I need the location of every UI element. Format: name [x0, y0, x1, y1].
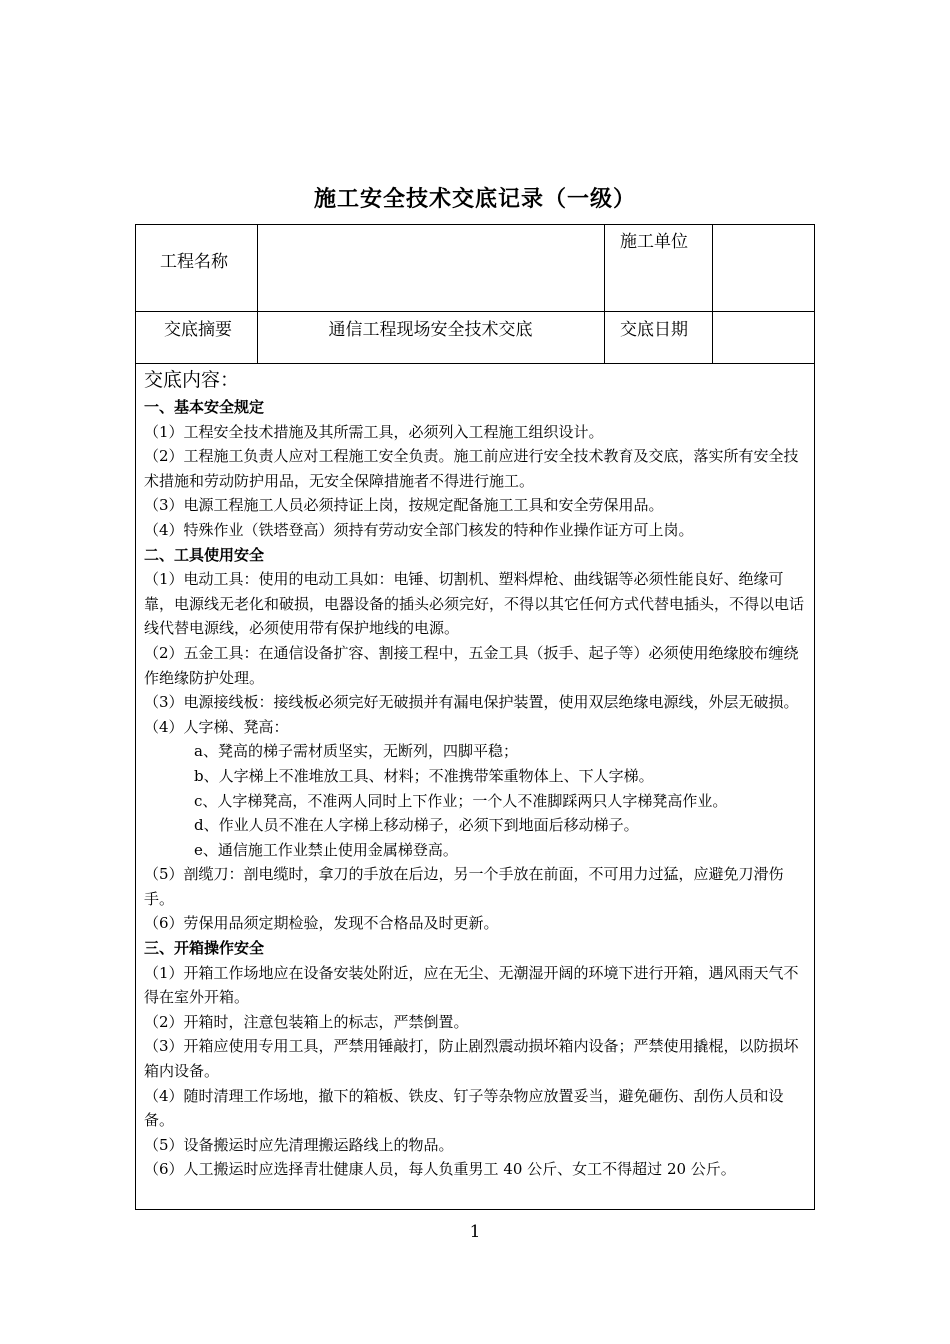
list-item: （3）电源接线板：接线板必须完好无破损并有漏电保护装置，使用双层绝缘电源线，外层无破损。	[144, 693, 799, 712]
sub-item: b、人字梯上不准堆放工具、材料；不准携带笨重物体上、下人字梯。	[194, 766, 654, 785]
sub-item: d、作业人员不准在人字梯上移动梯子，必须下到地面后移动梯子。	[194, 816, 639, 835]
sub-item: a、凳高的梯子需材质坚实，无断列，四脚平稳；	[194, 742, 518, 761]
page-title: 施工安全技术交底记录（一级）	[313, 187, 636, 212]
list-item: （1）工程安全技术措施及其所需工具，必须列入工程施工组织设计。	[144, 422, 604, 441]
list-item: （3）开箱应使用专用工具，严禁用锤敲打，防止剧烈震动损坏箱内设备；严禁使用撬棍，以防损坏箱内设备。	[144, 1037, 799, 1081]
summary-label: 交底摘要	[164, 320, 232, 340]
summary-value: 通信工程现场安全技术交底	[328, 320, 533, 340]
list-item: （1）开箱工作场地应在设备安装处附近，应在无尘、无潮湿开阔的环境下进行开箱，遇风雨天气不得在室外开箱。	[144, 963, 799, 1007]
list-item: （1）电动工具：使用的电动工具如：电锤、切割机、塑料焊枪、曲线锯等必须性能良好、绝缘可靠，电源线无老化和破损，电器设备的插头必须完好，不得以其它任何方式代替电插头，不得以电话线代替电源线，必须使用带有保护地线的电源。	[144, 570, 805, 638]
date-label: 交底日期	[620, 320, 688, 340]
list-item: （4）特殊作业（铁塔登高）须持有劳动安全部门核发的特种作业操作证方可上岗。	[144, 520, 694, 539]
list-item: （2）五金工具：在通信设备扩容、割接工程中，五金工具（扳手、起子等）必须使用绝缘胶布缠绕作绝缘防护处理。	[144, 643, 799, 687]
section-title: 三、开箱操作安全	[144, 939, 265, 958]
section-title: 二、工具使用安全	[144, 545, 265, 564]
list-item: （4）人字梯、凳高：	[144, 717, 289, 736]
col-divider	[712, 225, 713, 363]
sub-item: e、通信施工作业禁止使用金属梯登高。	[194, 840, 458, 859]
list-item: （5）设备搬运时应先清理搬运路线上的物品。	[144, 1135, 454, 1154]
list-item: （4）随时清理工作场地，撤下的箱板、铁皮、钉子等杂物应放置妥当，避免砸伤、刮伤人员和设备。	[144, 1086, 784, 1130]
project-name-label: 工程名称	[160, 252, 228, 272]
col-divider	[257, 225, 258, 363]
list-item: （2）工程施工负责人应对工程施工安全负责。施工前应进行安全技术教育及交底，落实所有安全技术措施和劳动防护用品，无安全保障措施者不得进行施工。	[144, 447, 799, 490]
briefing-content	[144, 367, 808, 1182]
col-divider	[604, 225, 605, 363]
section-title: 一、基本安全规定	[144, 398, 265, 416]
list-item: （2）开箱时，注意包装箱上的标志，严禁倒置。	[144, 1012, 469, 1031]
list-item: （6）人工搬运时应选择青壮健康人员，每人负重男工 40 公斤、女工不得超过 20 公斤。	[144, 1160, 736, 1179]
construction-unit-label: 施工单位	[620, 232, 688, 252]
list-item: （6）劳保用品须定期检验，发现不合格品及时更新。	[144, 914, 499, 933]
list-item: （5）剖缆刀：剖电缆时，拿刀的手放在后边，另一个手放在前面，不可用力过猛，应避免刀滑伤手。	[144, 865, 784, 908]
row-divider	[136, 363, 814, 364]
list-item: （3）电源工程施工人员必须持证上岗，按规定配备施工工具和安全劳保用品。	[144, 496, 664, 515]
page-number: 1	[469, 1222, 481, 1242]
record-table	[135, 224, 815, 1210]
sub-item: c、人字梯凳高，不准两人同时上下作业；一个人不准脚踩两只人字梯凳高作业。	[194, 791, 728, 810]
content-heading: 交底内容：	[144, 369, 240, 391]
